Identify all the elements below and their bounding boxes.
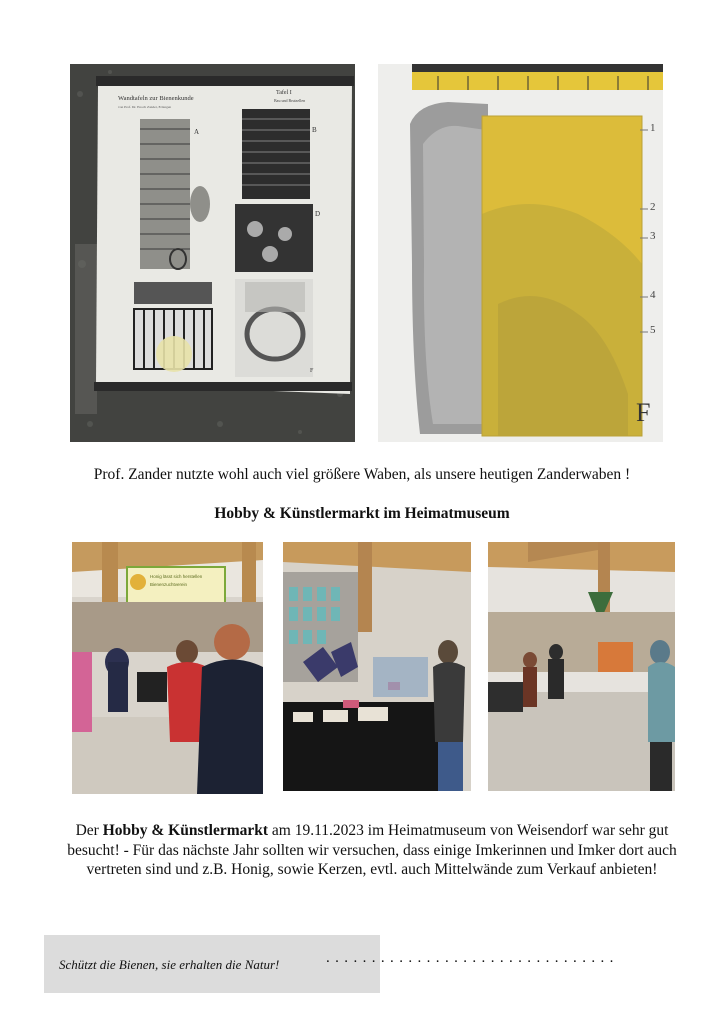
- comb-letter-f: F: [636, 398, 651, 427]
- article-paragraph: [52, 821, 692, 880]
- market-photo-3: [488, 542, 675, 791]
- comb-mark-1: 1: [650, 122, 656, 134]
- market-banner-line-1: Honig lässt sich herstellen: [150, 574, 203, 579]
- section-heading: Hobby & Künstlermarkt im Heimatmuseum: [214, 505, 510, 522]
- article-rest: am 19.11.2023 im Heimatmuseum von Weisendorf war sehr gut besucht! - Für das nächste Jahr sollten wir versuchen, dass einige Imkerinnen und Imker dort auch vertreten sind und z.B. Honig, sowie Kerzen, evtl. auch Mittelwände zum Verkauf anbieten!: [67, 822, 677, 878]
- footer-dots: ................................: [326, 950, 619, 966]
- wall-chart-letter-a: A: [194, 128, 200, 136]
- photo-caption: Prof. Zander nutzte wohl auch viel größere Waben, als unsere heutigen Zanderwaben !: [93, 466, 631, 483]
- wall-chart-letter-b: B: [312, 126, 317, 134]
- comb-mark-2: 2: [650, 201, 656, 213]
- wall-chart-subtitle: von Prof. Dr. Enoch Zander, Erlangen: [118, 105, 172, 109]
- comb-mark-5: 5: [650, 324, 656, 336]
- article-prefix: Der: [75, 822, 103, 839]
- comb-frame-photo: [378, 64, 663, 442]
- footer-slogan: Schützt die Bienen, sie erhalten die Natur!: [59, 957, 280, 972]
- wall-chart-plate-sub: Bau und Brutzellen: [274, 98, 306, 103]
- market-banner-line-2: Bienenzuchtverein: [150, 582, 188, 587]
- comb-mark-4: 4: [650, 289, 656, 301]
- wall-chart-letter-f: F: [310, 368, 314, 374]
- wall-chart-letter-d: D: [315, 210, 321, 218]
- wall-chart-plate: Tafel I: [276, 90, 292, 96]
- article-bold-title: Hobby & Künstlermarkt: [102, 822, 269, 839]
- market-photo-2: [283, 542, 471, 791]
- wall-chart-photo: [70, 64, 355, 442]
- wall-chart-title: Wandtafeln zur Bienenkunde: [118, 95, 194, 102]
- market-photo-1: [72, 542, 263, 794]
- comb-mark-3: 3: [650, 230, 656, 242]
